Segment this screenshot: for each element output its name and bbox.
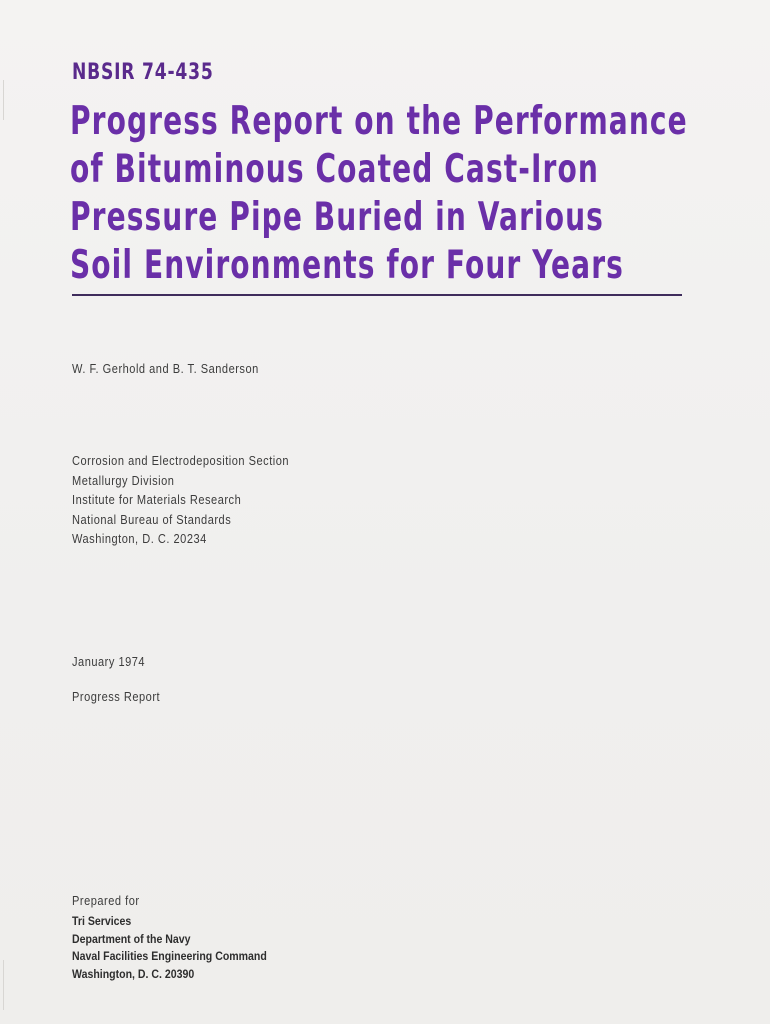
- sponsor-line: Washington, D. C. 20390: [72, 966, 195, 981]
- scan-edge-mark: [3, 960, 4, 1010]
- affiliation-line: Washington, D. C. 20234: [72, 531, 207, 546]
- report-type: Progress Report: [72, 689, 161, 704]
- report-title: [70, 98, 688, 290]
- title-line: of Bituminous Coated Cast-Iron: [70, 147, 599, 192]
- title-line: Progress Report on the Performance: [70, 99, 688, 144]
- title-line: Pressure Pipe Buried in Various: [70, 195, 604, 240]
- affiliation-line: Corrosion and Electrodeposition Section: [72, 453, 290, 468]
- sponsor-line: Tri Services: [72, 914, 132, 928]
- title-line: Soil Environments for Four Years: [70, 243, 624, 288]
- authors: W. F. Gerhold and B. T. Sanderson: [72, 361, 259, 376]
- report-number: NBSIR 74-435: [72, 60, 214, 85]
- publication-date: January 1974: [72, 654, 146, 669]
- affiliation-line: Institute for Materials Research: [72, 492, 242, 507]
- sponsor-line: Naval Facilities Engineering Command: [72, 949, 267, 963]
- affiliation-block: [72, 451, 289, 549]
- sponsor-block: [72, 913, 267, 983]
- affiliation-line: Metallurgy Division: [72, 472, 175, 488]
- prepared-for-label: Prepared for: [72, 893, 140, 908]
- sponsor-line: Department of the Navy: [72, 931, 191, 946]
- title-divider: [72, 294, 682, 296]
- affiliation-line: National Bureau of Standards: [72, 511, 232, 527]
- scan-edge-mark: [3, 80, 4, 120]
